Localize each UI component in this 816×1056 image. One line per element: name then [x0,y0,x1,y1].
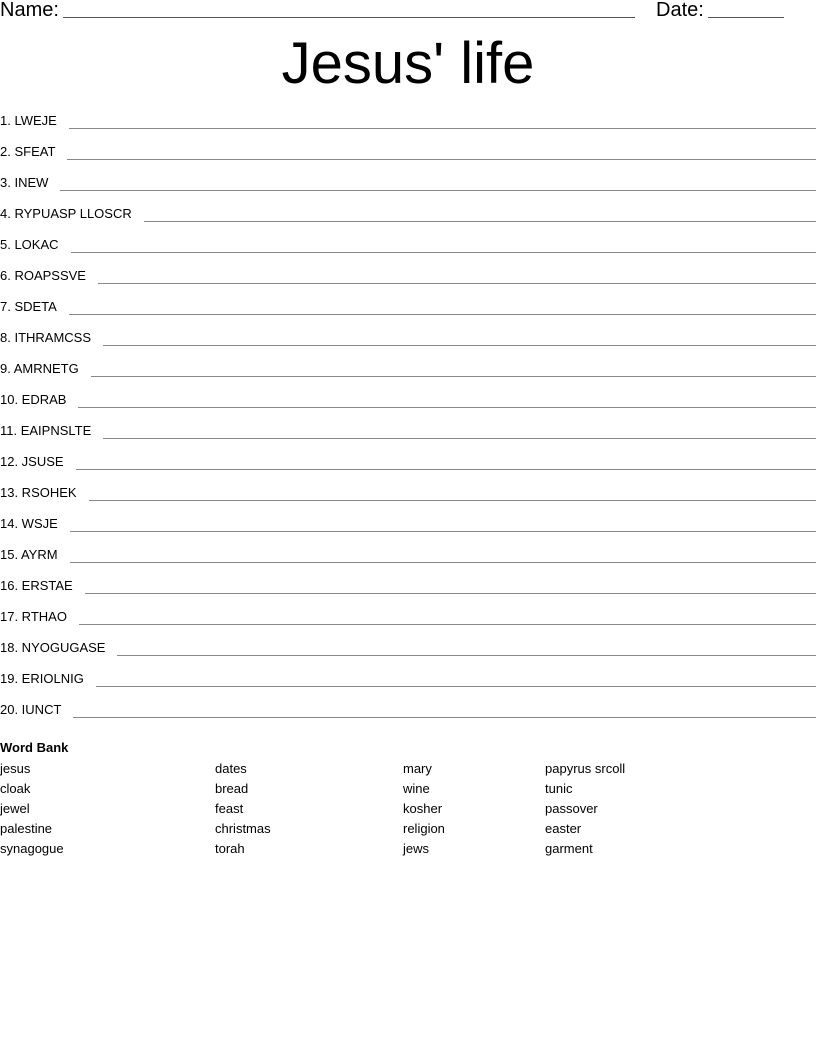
question-text: 6. ROAPSSVE [0,268,86,283]
question-text: 20. IUNCT [0,702,62,717]
question-row [0,577,816,608]
word-bank-item: tunic [545,781,573,796]
question-row [0,360,816,391]
answer-line[interactable] [103,422,816,439]
question-text: 18. NYOGUGASE [0,640,106,655]
word-bank-item: jews [403,841,430,856]
question-text: 4. RYPUASP LLOSCR [0,206,132,221]
question-text: 1. LWEJE [0,113,57,128]
question-text: 17. RTHAO [0,609,67,624]
question-row [0,608,816,639]
word-bank-item: garment [545,841,593,856]
word-bank-column [0,759,64,859]
answer-line[interactable] [67,143,816,160]
question-text: 13. RSOHEK [0,485,77,500]
word-bank-item: torah [215,841,245,856]
word-bank-item: feast [215,801,244,816]
answer-line[interactable] [60,174,816,191]
name-field[interactable] [63,17,635,18]
question-row [0,484,816,515]
word-bank-column [545,759,625,859]
question-row [0,639,816,670]
answer-line[interactable] [69,112,816,129]
word-bank-item: bread [215,781,249,796]
word-bank-item: passover [545,801,598,816]
word-bank-item: dates [215,761,247,776]
question-row [0,174,816,205]
answer-line[interactable] [117,639,816,656]
question-row [0,422,816,453]
question-text: 5. LOKAC [0,237,59,252]
answer-line[interactable] [69,298,816,315]
question-row [0,453,816,484]
answer-line[interactable] [98,267,816,284]
word-bank-title: Word Bank [0,740,69,755]
question-row [0,329,816,360]
question-row [0,143,816,174]
answer-line[interactable] [91,360,816,377]
question-row [0,298,816,329]
word-bank-item: jewel [0,801,30,816]
question-text: 12. JSUSE [0,454,64,469]
date-label: Date: [656,0,704,21]
answer-line[interactable] [103,329,816,346]
word-bank-item: kosher [403,801,443,816]
word-bank-item: cloak [0,781,31,796]
word-bank-item: synagogue [0,841,64,856]
answer-line[interactable] [76,453,816,470]
word-bank-item: wine [403,781,430,796]
word-bank-item: mary [403,761,432,776]
question-text: 16. ERSTAE [0,578,73,593]
answer-line[interactable] [78,391,816,408]
word-bank-column [403,759,445,859]
word-bank-item: religion [403,821,445,836]
answer-line[interactable] [89,484,816,501]
question-row [0,205,816,236]
question-row [0,267,816,298]
word-bank-column [215,759,271,859]
word-bank-item: papyrus srcoll [545,761,626,776]
question-text: 9. AMRNETG [0,361,79,376]
word-bank-item: jesus [0,761,31,776]
date-field[interactable] [708,17,784,18]
question-row [0,515,816,546]
question-text: 3. INEW [0,175,49,190]
answer-line[interactable] [79,608,816,625]
question-text: 11. EAIPNSLTE [0,423,92,438]
name-label: Name: [0,0,59,21]
header [0,0,816,24]
answer-line[interactable] [71,236,816,253]
question-text: 7. SDETA [0,299,57,314]
answer-line[interactable] [70,515,816,532]
question-row [0,236,816,267]
word-bank-item: palestine [0,821,53,836]
question-text: 15. AYRM [0,547,58,562]
question-row [0,670,816,701]
answer-line[interactable] [96,670,816,687]
answer-line[interactable] [73,701,816,718]
page-title: Jesus' life [281,31,535,96]
question-row [0,391,816,422]
question-row [0,701,816,732]
question-text: 10. EDRAB [0,392,67,407]
answer-line[interactable] [70,546,816,563]
question-row [0,546,816,577]
word-bank-item: easter [545,821,582,836]
question-text: 19. ERIOLNIG [0,671,84,686]
question-text: 2. SFEAT [0,144,56,159]
answer-line[interactable] [144,205,816,222]
question-list [0,112,816,732]
answer-line[interactable] [85,577,816,594]
question-row [0,112,816,143]
word-bank-item: christmas [215,821,271,836]
question-text: 14. WSJE [0,516,58,531]
question-text: 8. ITHRAMCSS [0,330,92,345]
